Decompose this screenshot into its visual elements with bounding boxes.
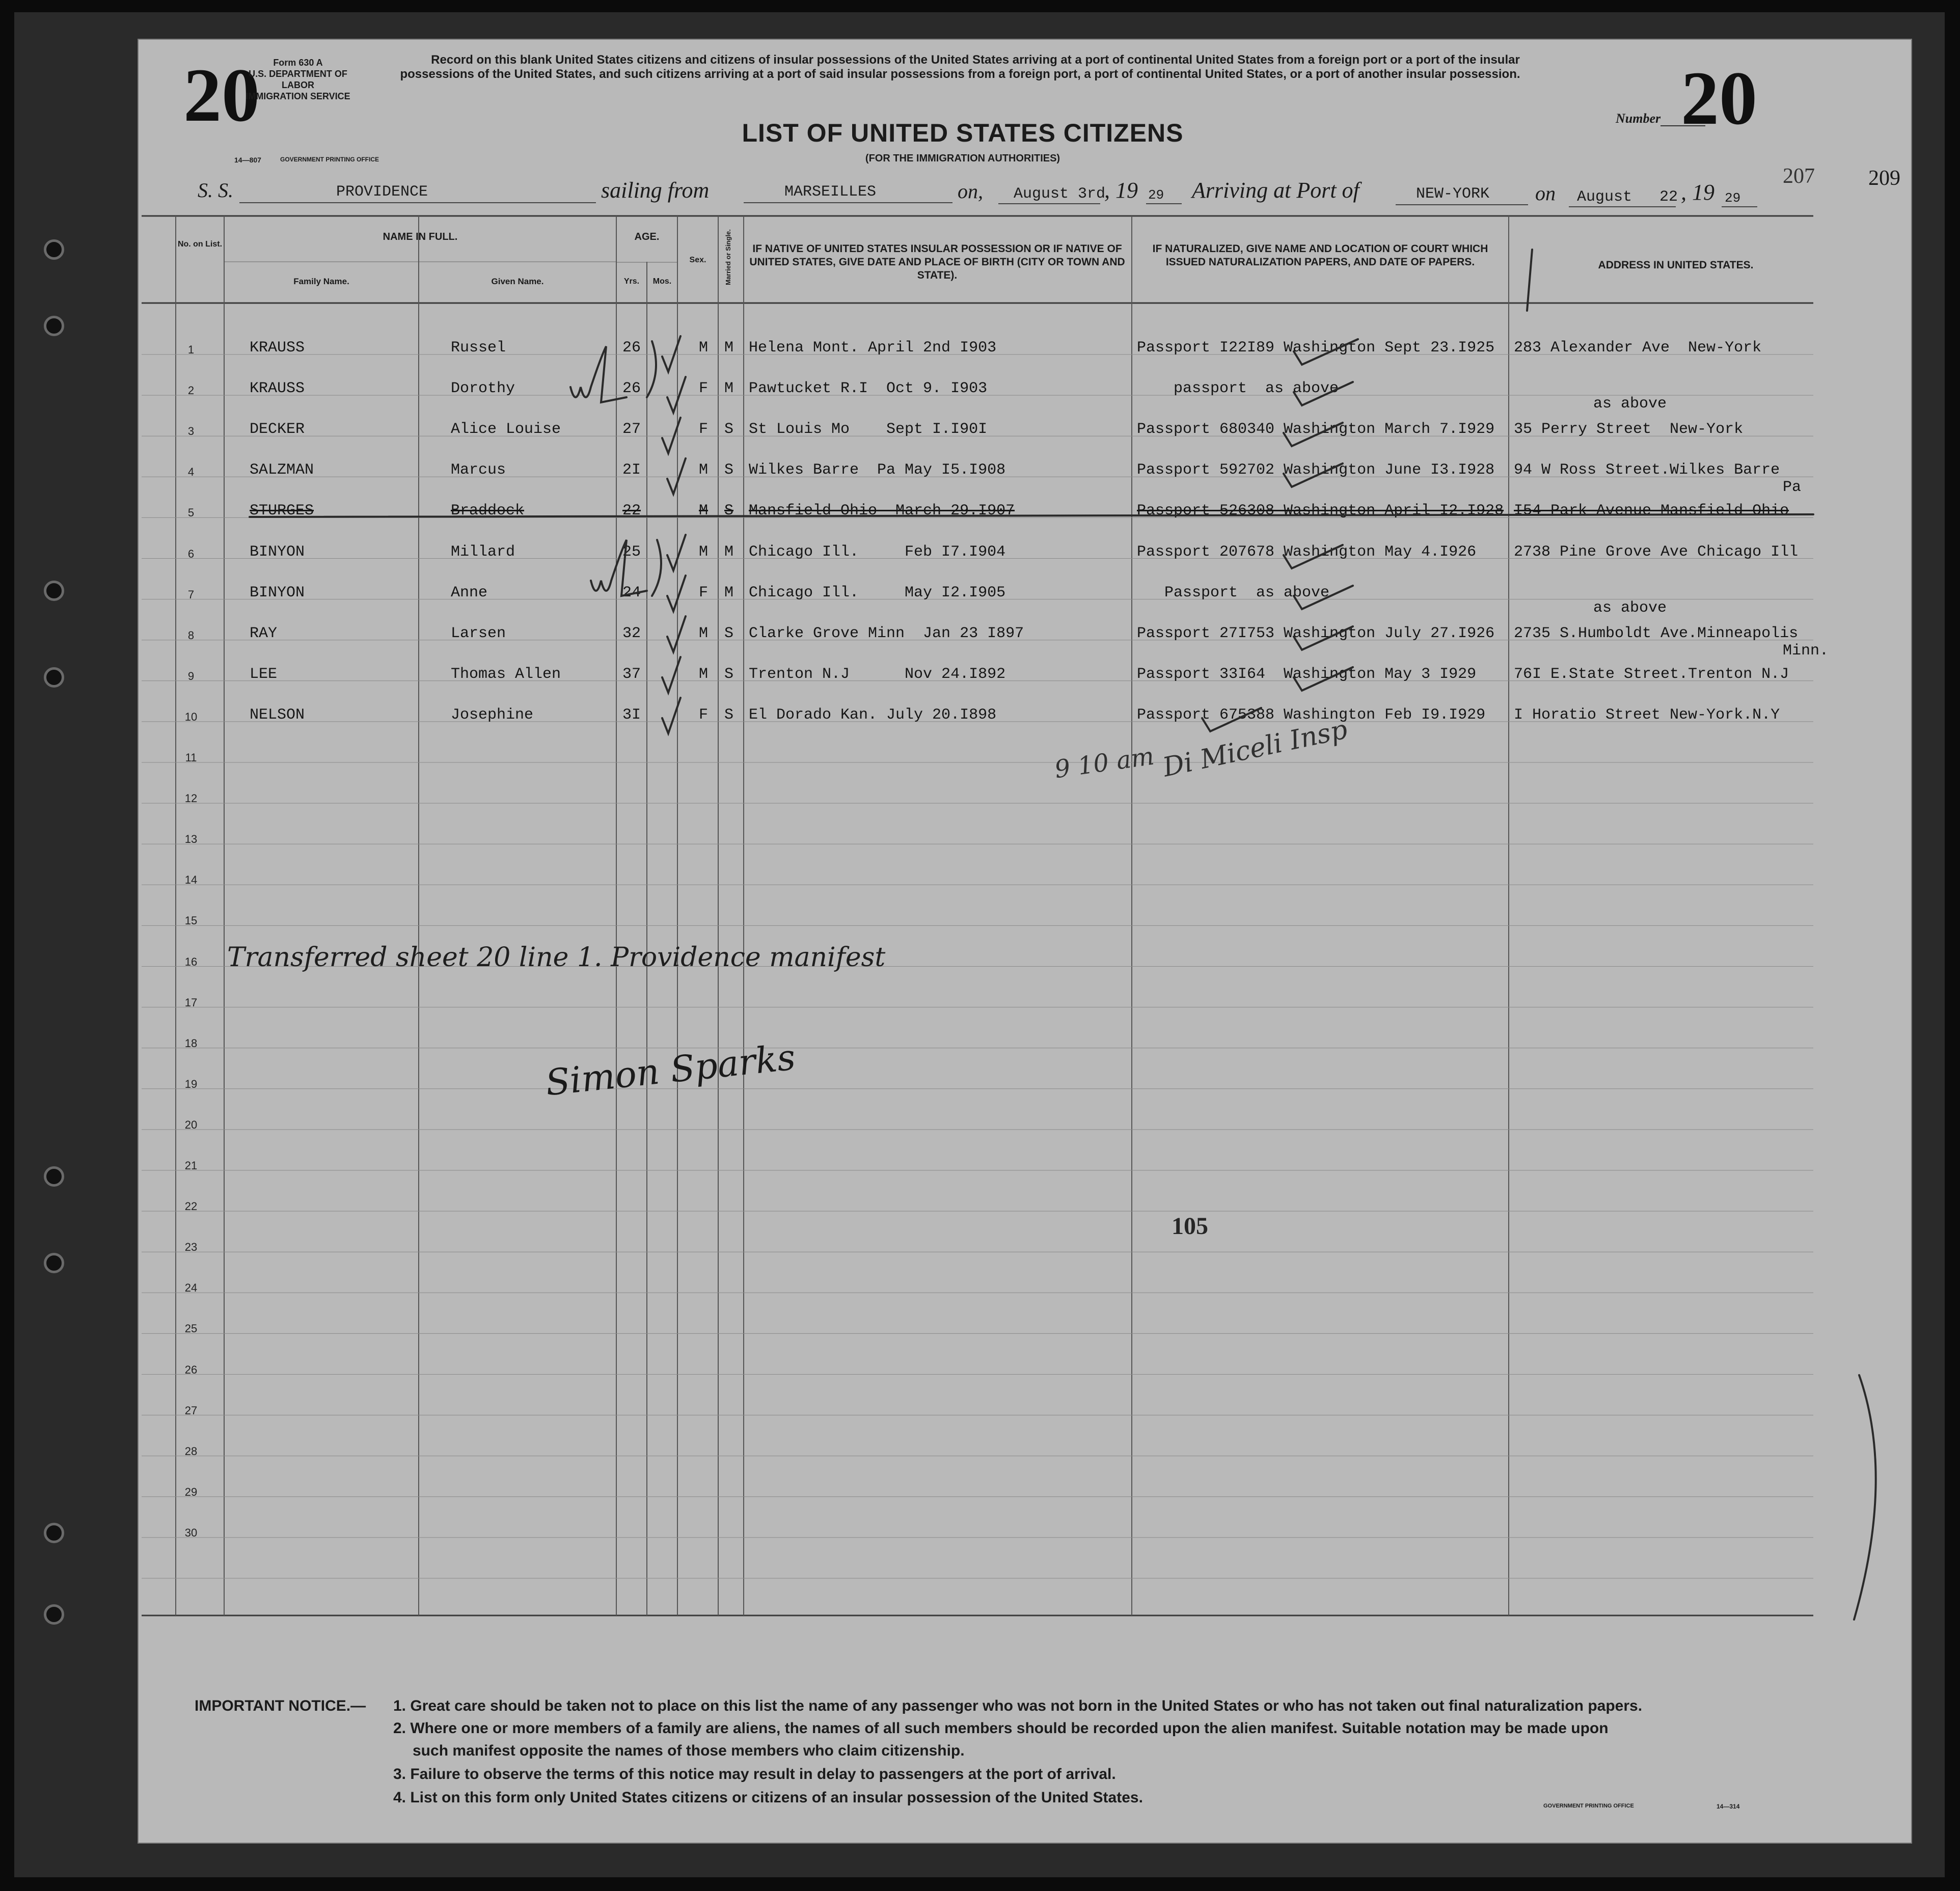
birth-place-date: Pawtucket R.I Oct 9. I903	[749, 380, 988, 398]
on-label: on	[1535, 182, 1556, 205]
row-number: 29	[184, 1485, 198, 1498]
age-years: 37	[622, 665, 641, 683]
age-years: 27	[622, 421, 641, 439]
row-number: 14	[184, 873, 198, 887]
number-label: Number	[1616, 111, 1661, 126]
age-years: 24	[622, 584, 641, 601]
birth-place-date: Helena Mont. April 2nd I903	[749, 339, 997, 357]
tally-mark	[1527, 250, 1532, 311]
us-address: 2738 Pine Grove Ave Chicago Ill	[1514, 543, 1799, 561]
struck-line	[250, 514, 1813, 517]
check-mark	[1202, 708, 1261, 731]
row-number: 3	[187, 425, 195, 438]
row-number: 6	[187, 547, 195, 560]
row-number: 10	[184, 710, 198, 723]
given-name: Josephine	[451, 706, 534, 724]
check-mark	[1284, 463, 1343, 487]
family-name: NELSON	[250, 706, 305, 724]
sailing-label: sailing from	[601, 178, 710, 203]
sex: M	[699, 461, 709, 479]
notice-heading: IMPORTANT NOTICE.—	[195, 1697, 366, 1714]
col-married-header: Married or Single.	[724, 229, 732, 285]
given-name: Millard	[451, 543, 515, 561]
corner-number: 20	[183, 53, 260, 138]
footer-code: 14—314	[1717, 1803, 1740, 1810]
check-mark	[1294, 382, 1353, 405]
form-instructions: Record on this blank United States citizens and citizens of insular possessions of the United States arriving at a port of continental United States from a foreign port or a port of the insular possessions of the United States, and such citizens arriving at a port of said insular possessions from a foreign port, a port of continental United States, or a port of another insular possession.	[400, 53, 1520, 81]
form-title: LIST OF UNITED STATES CITIZENS	[742, 119, 1184, 147]
arrive-date: August 22	[1577, 188, 1678, 206]
marital-status: S	[724, 421, 734, 439]
col-name-header: NAME IN FULL.	[383, 231, 458, 242]
naturalization-papers: Passport I22I89 Washington Sept 23.I925	[1137, 339, 1495, 357]
check-mark	[667, 458, 686, 494]
family-name: SALZMAN	[250, 461, 314, 479]
birth-place-date: Mansfield Ohio March 29.I907	[749, 502, 1015, 520]
sex: F	[699, 584, 709, 601]
notice-item-2-cont: such manifest opposite the names of those members who claim citizenship.	[413, 1742, 965, 1759]
row-number: 5	[187, 506, 195, 519]
check-mark	[667, 575, 686, 611]
row-number: 22	[184, 1200, 198, 1213]
marital-status: S	[724, 502, 734, 520]
stamp-209: 209	[1868, 167, 1900, 190]
year-prefix: , 19	[1681, 180, 1714, 205]
row-number: 27	[184, 1404, 198, 1417]
print-code: 14—807	[234, 156, 261, 164]
check-mark	[662, 418, 680, 453]
check-mark	[662, 698, 680, 733]
us-address: 283 Alexander Ave New-York	[1514, 339, 1762, 357]
row-number: 9	[187, 669, 195, 682]
row-number: 26	[184, 1363, 198, 1376]
marital-status: M	[724, 543, 734, 561]
year-prefix: , 19	[1104, 178, 1138, 203]
naturalization-papers: passport as above	[1137, 380, 1339, 398]
check-mark	[1284, 423, 1343, 446]
year-suffix: 29	[1725, 190, 1741, 206]
col-age-header: AGE.	[634, 231, 660, 242]
given-name: Dorothy	[451, 380, 515, 398]
col-no-header: No. on List.	[177, 240, 223, 249]
time-annotation: 9 10 am	[1053, 742, 1156, 784]
age-years: 26	[622, 380, 641, 398]
row-number: 15	[184, 914, 198, 927]
sex: F	[699, 421, 709, 439]
col-mos-header: Mos.	[652, 277, 672, 286]
us-address: 35 Perry Street New-York	[1514, 421, 1744, 439]
row-number: 17	[184, 996, 198, 1009]
age-years: 25	[622, 543, 641, 561]
col-sex-header: Sex.	[689, 256, 706, 264]
us-address: 76I E.State Street.Trenton N.J	[1514, 665, 1789, 683]
naturalization-papers: Passport as above	[1137, 584, 1330, 601]
naturalization-papers: Passport 675388 Washington Feb I9.I929	[1137, 706, 1486, 724]
given-name: Thomas Allen	[451, 665, 561, 683]
naturalization-papers: Passport 207678 Washington May 4.I926	[1137, 543, 1477, 561]
row-number: 23	[184, 1241, 198, 1254]
row-number: 2	[187, 384, 195, 397]
family-name: BINYON	[250, 584, 305, 601]
check-mark	[1294, 586, 1353, 609]
birth-place-date: Wilkes Barre Pa May I5.I908	[749, 461, 1006, 479]
marital-status: S	[724, 665, 734, 683]
marital-status: M	[724, 584, 734, 601]
transfer-annotation: Transferred sheet 20 line 1. Providence manifest	[227, 942, 886, 973]
row-number: 1	[187, 343, 195, 356]
family-name: LEE	[250, 665, 278, 683]
birth-place-date: Trenton N.J Nov 24.I892	[749, 665, 1006, 683]
given-name: Braddock	[451, 502, 525, 520]
us-address: 2735 S.Humboldt Ave.Minneapolis	[1514, 624, 1799, 642]
birth-place-date: El Dorado Kan. July 20.I898	[749, 706, 997, 724]
sex: M	[699, 624, 709, 642]
row-number: 21	[184, 1159, 198, 1172]
row-number: 4	[187, 465, 195, 479]
stamp-207: 207	[1783, 165, 1815, 188]
row-number: 19	[184, 1077, 198, 1090]
age-years: 22	[622, 502, 641, 520]
check-mark	[662, 657, 680, 693]
us-address: I Horatio Street New-York.N.Y	[1514, 706, 1780, 724]
row-number: 24	[184, 1281, 198, 1295]
wl-initials	[591, 540, 647, 596]
from-port: MARSEILLES	[784, 183, 877, 201]
row-number: 11	[185, 751, 197, 764]
notice-item-2: 2. Where one or more members of a family are aliens, the names of all such members should be recorded upon the alien manifest. Suitable notation may be made upon	[393, 1720, 1609, 1737]
check-mark	[662, 336, 680, 372]
family-name: STURGES	[250, 502, 314, 520]
check-mark	[667, 377, 686, 413]
row-number: 30	[184, 1526, 198, 1539]
naturalization-papers: Passport 592702 Washington June I3.I928	[1137, 461, 1495, 479]
col-address-header: ADDRESS IN UNITED STATES.	[1598, 259, 1754, 271]
birth-place-date: Chicago Ill. May I2.I905	[749, 584, 1006, 601]
given-name: Larsen	[451, 624, 506, 642]
to-port: NEW-YORK	[1416, 185, 1490, 203]
stamp-105: 105	[1172, 1213, 1208, 1240]
col-naturalized-header: IF NATURALIZED, GIVE NAME AND LOCATION OF COURT WHICH ISSUED NATURALIZATION PAPERS, AND DATE OF PAPERS.	[1152, 243, 1488, 268]
marital-status: S	[724, 624, 734, 642]
marital-status: S	[724, 706, 734, 724]
us-address: I54 Park Avenue Mansfield Ohio	[1514, 502, 1789, 520]
age-years: 26	[622, 339, 641, 357]
naturalization-papers: Passport 526308 Washington April I2.I928	[1137, 502, 1504, 520]
sex: F	[699, 380, 709, 398]
margin-arc	[1854, 1375, 1876, 1620]
row-number: 18	[184, 1036, 198, 1050]
given-name: Anne	[451, 584, 488, 601]
check-mark	[667, 616, 686, 652]
row-number: 16	[184, 955, 198, 968]
check-mark	[1294, 626, 1353, 650]
notice-item-1: 1. Great care should be taken not to place on this list the name of any passenger who was not born in the United States or who has not taken out final naturalization papers.	[393, 1697, 1643, 1714]
us-address-line-2: Pa	[1783, 479, 1802, 497]
family-name: RAY	[250, 624, 278, 642]
form-subtitle: (FOR THE IMMIGRATION AUTHORITIES)	[865, 153, 1060, 164]
birth-place-date: Chicago Ill. Feb I7.I904	[749, 543, 1006, 561]
sex: M	[699, 665, 709, 683]
notice-item-4: 4. List on this form only United States citizens or citizens of an insular possession of the United States.	[393, 1789, 1143, 1806]
family-name: KRAUSS	[250, 380, 305, 398]
col-given-header: Given Name.	[491, 277, 544, 286]
us-address-line-2: Minn.	[1783, 642, 1829, 660]
given-name: Russel	[451, 339, 506, 357]
check-mark	[1294, 667, 1353, 691]
birth-place-date: St Louis Mo Sept I.I90I	[749, 421, 988, 439]
age-years: 32	[622, 624, 641, 642]
ship-name: PROVIDENCE	[336, 183, 428, 201]
row-number: 8	[187, 628, 195, 642]
naturalization-papers: Passport 33I64 Washington May 3 I929	[1137, 665, 1477, 683]
given-name: Alice Louise	[451, 421, 561, 439]
row-number: 28	[184, 1444, 198, 1458]
row-number: 13	[184, 833, 198, 846]
arriving-label: Arriving at Port of	[1192, 178, 1359, 203]
bracket-mark	[647, 341, 656, 397]
family-name: BINYON	[250, 543, 305, 561]
row-number: 25	[184, 1322, 198, 1335]
marital-status: M	[724, 339, 734, 357]
naturalization-papers: Passport 680340 Washington March 7.I929	[1137, 421, 1495, 439]
sex: F	[699, 706, 709, 724]
family-name: KRAUSS	[250, 339, 305, 357]
on-label: on,	[958, 180, 983, 203]
print-office: GOVERNMENT PRINTING OFFICE	[280, 156, 379, 163]
us-address-line-2: as above	[1593, 599, 1667, 617]
signature: Simon Sparks	[543, 1036, 798, 1104]
age-years: 3I	[622, 706, 641, 724]
bracket-mark	[652, 540, 661, 596]
marital-status: S	[724, 461, 734, 479]
year-suffix: 29	[1148, 187, 1164, 203]
marital-status: M	[724, 380, 734, 398]
inspector-annotation: Di Miceli Insp	[1160, 714, 1350, 783]
given-name: Marcus	[451, 461, 506, 479]
row-number: 7	[187, 588, 195, 601]
depart-date: August 3rd	[1014, 185, 1106, 203]
col-family-header: Family Name.	[293, 277, 349, 286]
form-id: Form 630 A U.S. DEPARTMENT OF LABOR IMMIGRATION SERVICE	[246, 58, 350, 101]
naturalization-papers: Passport 27I753 Washington July 27.I926	[1137, 624, 1495, 642]
check-mark	[1294, 339, 1358, 365]
age-years: 2I	[622, 461, 641, 479]
family-name: DECKER	[250, 421, 305, 439]
footer-office: GOVERNMENT PRINTING OFFICE	[1543, 1803, 1634, 1809]
wl-initials	[570, 346, 627, 402]
sex: M	[699, 339, 709, 357]
col-birth-header: IF NATIVE OF UNITED STATES INSULAR POSSESSION OR IF NATIVE OF UNITED STATES, GIVE DATE AND PLACE OF BIRTH (CITY OR TOWN AND STATE).	[749, 243, 1125, 281]
form-number: 20	[1681, 56, 1757, 141]
birth-place-date: Clarke Grove Minn Jan 23 I897	[749, 624, 1024, 642]
col-yrs-header: Yrs.	[623, 277, 640, 286]
row-number: 20	[184, 1118, 198, 1131]
ss-label: S. S.	[198, 179, 233, 202]
notice-item-3: 3. Failure to observe the terms of this notice may result in delay to passengers at the port of arrival.	[393, 1766, 1116, 1783]
us-address-line-2: as above	[1593, 395, 1667, 413]
sex: M	[699, 543, 709, 561]
row-number: 12	[184, 792, 198, 805]
sex: M	[699, 502, 709, 520]
us-address: 94 W Ross Street.Wilkes Barre	[1514, 461, 1780, 479]
check-mark	[667, 535, 686, 570]
check-mark	[1284, 545, 1343, 568]
